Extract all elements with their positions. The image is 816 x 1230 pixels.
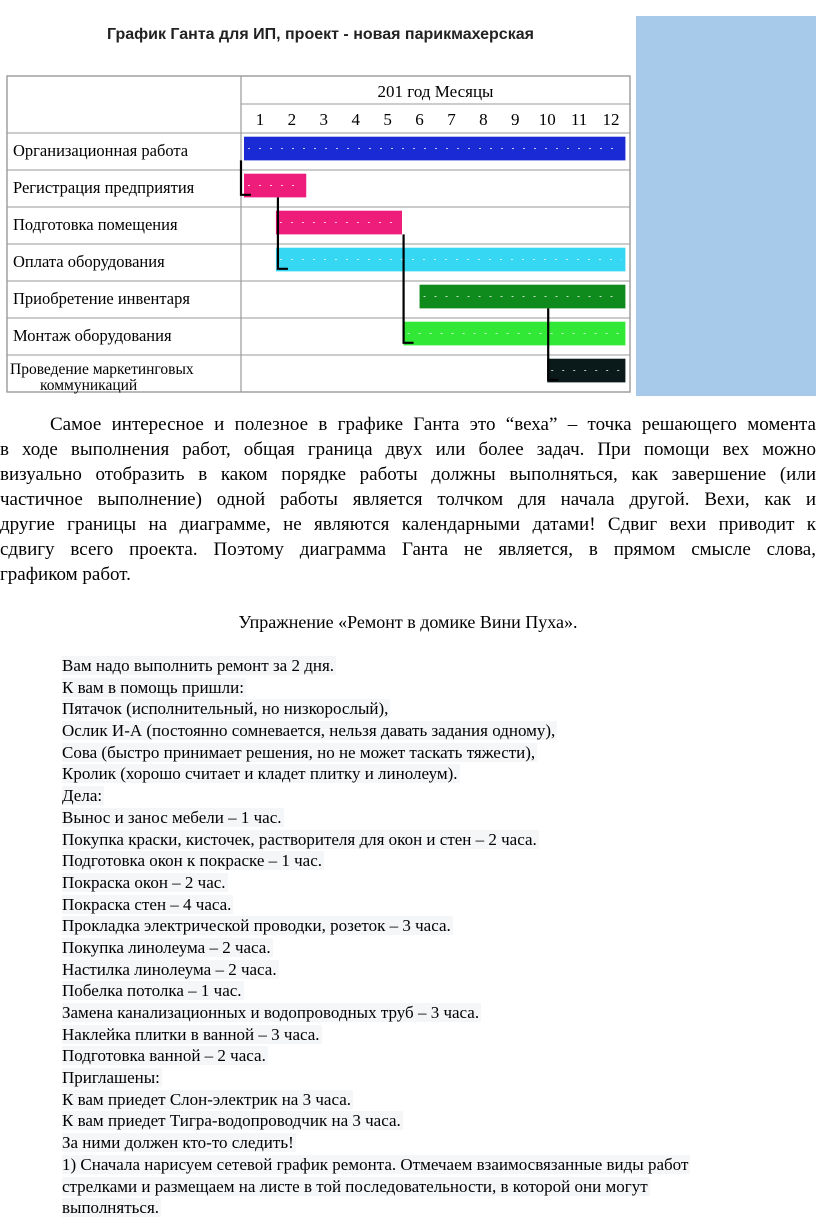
exercise-line bbox=[62, 807, 782, 829]
exercise-line-text: К вам приедет Тигра-водопроводчик на 3 часа. bbox=[62, 1111, 401, 1131]
gantt-task-label: Организационная работа bbox=[13, 140, 189, 160]
exercise-line bbox=[62, 655, 782, 677]
gantt-title: График Ганта для ИП, проект - новая парикмахерская bbox=[107, 26, 534, 43]
exercise-line bbox=[62, 763, 782, 785]
exercise-line bbox=[62, 742, 782, 764]
gantt-month-label: 11 bbox=[570, 110, 588, 129]
gantt-bar bbox=[276, 211, 402, 235]
exercise-line bbox=[62, 1002, 782, 1024]
exercise-line bbox=[62, 1089, 782, 1111]
exercise-line bbox=[62, 1024, 782, 1046]
paragraph-line: визуально отобразить в каком порядке работы должны выполняться, как завершение (или bbox=[0, 464, 816, 485]
exercise-line-text: Покупка краски, кисточек, растворителя для окон и стен – 2 часа. bbox=[62, 829, 537, 849]
exercise-line bbox=[62, 1197, 782, 1219]
gantt-month-label: 12 bbox=[602, 110, 620, 129]
gantt-bar bbox=[276, 248, 625, 272]
exercise-line bbox=[62, 720, 782, 742]
exercise-line-text: Кролик (хорошо считает и кладет плитку и линолеум). bbox=[62, 764, 458, 784]
exercise-line-text: Ослик И-А (постоянно сомневается, нельзя давать задания одному), bbox=[62, 721, 556, 741]
gantt-month-label: 5 bbox=[383, 110, 392, 129]
gantt-month-label: 7 bbox=[447, 110, 456, 129]
gantt-month-label: 2 bbox=[287, 110, 297, 129]
exercise-line bbox=[62, 698, 782, 720]
gantt-month-label: 4 bbox=[351, 110, 360, 129]
exercise-line bbox=[62, 872, 782, 894]
gantt-svg bbox=[0, 72, 640, 394]
exercise-line-text: Покраска окон – 2 час. bbox=[62, 872, 226, 892]
exercise-line-text: Подготовка окон к покраске – 1 час. bbox=[62, 851, 323, 871]
exercise-line-text: Дела: bbox=[62, 786, 103, 806]
exercise-line bbox=[62, 1132, 782, 1154]
gantt-month-label: 3 bbox=[319, 110, 329, 129]
gantt-month-label: 6 bbox=[415, 110, 424, 129]
exercise-line-text: Вынос и занос мебели – 1 час. bbox=[62, 807, 282, 827]
exercise-line-text: Вам надо выполнить ремонт за 2 дня. bbox=[62, 656, 335, 675]
gantt-task-label: Монтаж оборудования bbox=[13, 325, 172, 345]
exercise-line-text: За ними должен кто-то следить! bbox=[62, 1133, 294, 1153]
exercise-line-text: 1) Сначала нарисуем сетевой график ремонта. Отмечаем взаимосвязанные виды работ bbox=[62, 1154, 689, 1174]
paragraph-line: другие границы на диаграмме, не являются календарными датами! Сдвиг вехи приводит к bbox=[0, 514, 816, 535]
gantt-month-label: 1 bbox=[255, 110, 265, 129]
exercise-line-text: Замена канализационных и водопроводных труб – 3 часа. bbox=[62, 1003, 480, 1022]
gantt-task-label: Регистрация предприятия bbox=[13, 177, 195, 197]
exercise-line bbox=[62, 1110, 782, 1132]
gantt-year-header: 201 год Месяцы bbox=[377, 82, 494, 101]
gantt-bar bbox=[244, 174, 306, 198]
gantt-bar bbox=[420, 285, 626, 309]
exercise-line-text: К вам приедет Слон-электрик на 3 часа. bbox=[62, 1089, 351, 1109]
exercise-lines bbox=[62, 655, 782, 1219]
exercise-line bbox=[62, 850, 782, 872]
exercise-line-text: Наклейка плитки в ванной – 3 часа. bbox=[62, 1024, 320, 1044]
gantt-bar bbox=[404, 322, 626, 346]
exercise-line bbox=[62, 1045, 782, 1067]
gantt-task-label: коммуникаций bbox=[40, 377, 138, 394]
exercise-line bbox=[62, 915, 782, 937]
exercise-line bbox=[62, 829, 782, 851]
exercise-line bbox=[62, 894, 782, 916]
exercise-line-text: К вам в помощь пришли: bbox=[62, 677, 244, 697]
exercise-line bbox=[62, 677, 782, 699]
exercise-line bbox=[62, 1154, 782, 1176]
paragraph-line: в ходе выполнения работ, общая граница двух или более задач. При помощи вех можно bbox=[0, 439, 816, 460]
exercise-line-text: Покупка линолеума – 2 часа. bbox=[62, 937, 271, 957]
exercise-line-text: Побелка потолка – 1 час. bbox=[62, 981, 242, 1001]
gantt-task-label: Оплата оборудования bbox=[13, 251, 165, 271]
exercise-line-text: Подготовка ванной – 2 часа. bbox=[62, 1046, 266, 1066]
gantt-task-label: Приобретение инвентаря bbox=[13, 288, 190, 308]
exercise-line bbox=[62, 785, 782, 807]
exercise-line bbox=[62, 1067, 782, 1089]
gantt-chart bbox=[0, 72, 640, 394]
gantt-month-label: 9 bbox=[511, 110, 520, 129]
exercise-line-text: выполняться. bbox=[62, 1198, 160, 1218]
exercise-line bbox=[62, 959, 782, 981]
exercise-line-text: Приглашены: bbox=[62, 1068, 160, 1088]
exercise-line bbox=[62, 1176, 782, 1198]
gantt-task-label: Проведение маркетинговых bbox=[10, 361, 194, 379]
exercise-line-text: Прокладка электрической проводки, розеток – 3 часа. bbox=[62, 916, 451, 936]
exercise-line-text: Сова (быстро принимает решения, но не может таскать тяжести), bbox=[62, 742, 536, 762]
exercise-line bbox=[62, 937, 782, 959]
gantt-month-label: 10 bbox=[538, 110, 556, 129]
paragraph-line: частичное выполнение) одной работы является толчком для начала другой. Вехи, как и bbox=[0, 489, 816, 510]
exercise-line-text: Покраска стен – 4 часа. bbox=[62, 894, 232, 914]
paragraph-line: Самое интересное и полезное в графике Ганта это “веха” – точка решающего момента bbox=[50, 414, 816, 435]
exercise-line bbox=[62, 980, 782, 1002]
explanation-paragraph bbox=[0, 412, 816, 587]
exercise-line-text: Пятачок (исполнительный, но низкорослый), bbox=[62, 699, 389, 719]
paragraph-line: сдвигу всего проекта. Поэтому диаграмма Ганта не является, в прямом смысле слова, bbox=[0, 539, 816, 560]
exercise-line-text: Настилка линолеума – 2 часа. bbox=[62, 959, 277, 979]
paragraph-line: графиком работ. bbox=[0, 564, 131, 585]
gantt-month-label: 8 bbox=[479, 110, 488, 129]
exercise-line-text: стрелками и размещаем на листе в той последовательности, в которой они могут bbox=[62, 1176, 648, 1196]
gantt-bar bbox=[547, 359, 625, 383]
decorative-blue-panel bbox=[636, 16, 816, 396]
gantt-task-label: Подготовка помещения bbox=[13, 214, 178, 234]
exercise-title: Упражнение «Ремонт в домике Вини Пуха». bbox=[238, 612, 578, 632]
